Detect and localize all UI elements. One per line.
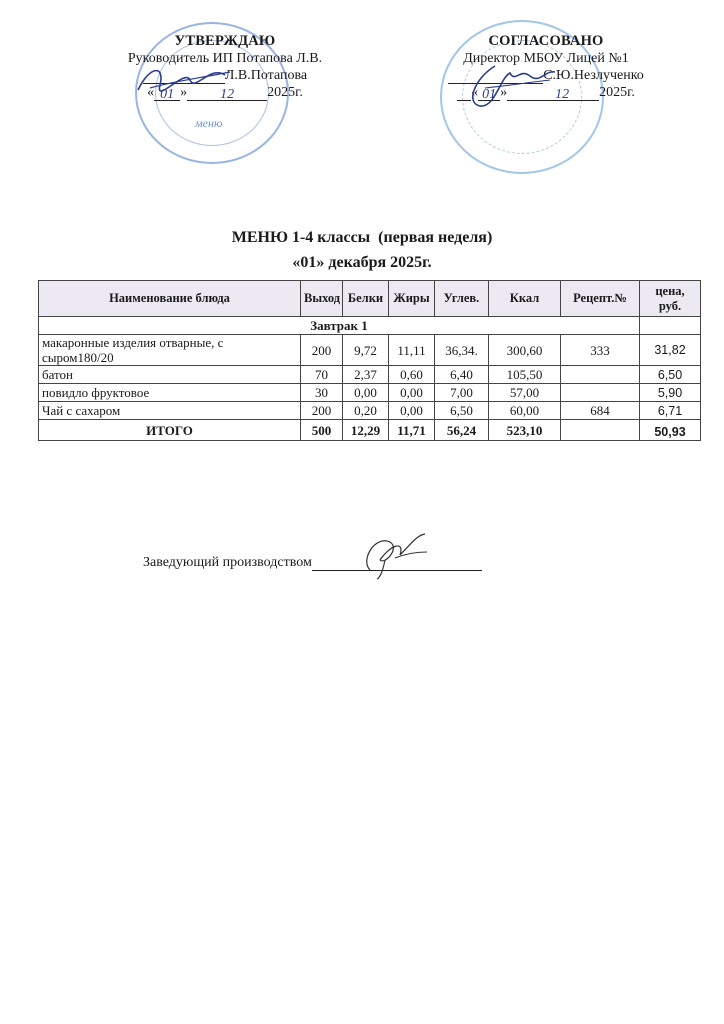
- total-kcal: 523,10: [489, 420, 561, 441]
- total-carbs: 56,24: [435, 420, 489, 441]
- production-manager-signature: [143, 555, 482, 571]
- carbs: 6,50: [435, 402, 489, 420]
- table-row: [39, 402, 701, 420]
- recipe: 684: [561, 402, 640, 420]
- approval-left-month: 12: [187, 86, 267, 101]
- price: 5,90: [640, 384, 701, 402]
- production-manager-label: Заведующий производством: [143, 555, 312, 570]
- approval-left: [100, 33, 350, 101]
- column-header-kcal: Ккал: [489, 281, 561, 317]
- table-header-row: [39, 281, 701, 317]
- quote-open: «: [147, 85, 155, 100]
- quote-open: «: [471, 85, 479, 100]
- column-header-price: цена, руб.: [640, 281, 701, 317]
- approval-right-day: 01: [478, 86, 500, 101]
- carbs: 36,34.: [435, 335, 489, 366]
- menu-table: [38, 280, 701, 441]
- signature-line: [448, 69, 543, 84]
- approval-left-position: Руководитель ИП Потапова Л.В.: [127, 51, 323, 66]
- price: 31,82: [640, 335, 701, 366]
- approval-right-date-row: [435, 84, 657, 101]
- column-header-recipe: Рецепт.№: [561, 281, 640, 317]
- output: 30: [301, 384, 343, 402]
- protein: 2,37: [343, 366, 389, 384]
- dish-name: Чай с сахаром: [39, 402, 301, 420]
- output: 200: [301, 402, 343, 420]
- quote-close: »: [180, 85, 188, 100]
- approval-right-position: Директор МБОУ Лицей №1: [463, 51, 629, 66]
- approval-left-year: 2025г.: [267, 85, 303, 100]
- column-header-name: Наименование блюда: [39, 281, 301, 317]
- column-header-output: Выход: [301, 281, 343, 317]
- price: 6,50: [640, 366, 701, 384]
- table-row: [39, 335, 701, 366]
- menu-date: «01» декабря 2025г.: [292, 254, 432, 271]
- approval-right: [435, 33, 657, 101]
- recipe: [561, 366, 640, 384]
- fat: 11,11: [389, 335, 435, 366]
- approval-left-signer-row: [100, 67, 350, 84]
- output: 70: [301, 366, 343, 384]
- table-row: [39, 384, 701, 402]
- column-header-fat: Жиры: [389, 281, 435, 317]
- kcal: 300,60: [489, 335, 561, 366]
- total-label: ИТОГО: [39, 420, 301, 441]
- protein: 0,20: [343, 402, 389, 420]
- approval-left-day: 01: [154, 86, 180, 101]
- column-header-protein: Белки: [343, 281, 389, 317]
- menu-title: МЕНЮ 1-4 классы (первая неделя): [231, 229, 493, 246]
- approval-right-year: 2025г.: [599, 85, 635, 100]
- recipe: 333: [561, 335, 640, 366]
- fat: 0,60: [389, 366, 435, 384]
- carbs: 7,00: [435, 384, 489, 402]
- kcal: 57,00: [489, 384, 561, 402]
- signature-line: [143, 69, 225, 84]
- total-price: 50,93: [640, 420, 701, 441]
- total-protein: 12,29: [343, 420, 389, 441]
- output: 200: [301, 335, 343, 366]
- total-recipe: [561, 420, 640, 441]
- kcal: 60,00: [489, 402, 561, 420]
- signature-line: [312, 556, 482, 571]
- total-row: [39, 420, 701, 441]
- stamp-left-text: меню: [195, 116, 223, 130]
- quote-close: »: [500, 85, 508, 100]
- approval-right-month: 12: [507, 86, 569, 101]
- kcal: 105,50: [489, 366, 561, 384]
- section-label: Завтрак 1: [39, 317, 640, 335]
- approval-right-title: СОГЛАСОВАНО: [488, 33, 604, 49]
- fat: 0,00: [389, 384, 435, 402]
- approval-left-title: УТВЕРЖДАЮ: [174, 33, 276, 49]
- approval-right-signer-row: [435, 67, 657, 84]
- protein: 9,72: [343, 335, 389, 366]
- dish-name: макаронные изделия отварные, с сыром180/20: [39, 335, 301, 366]
- protein: 0,00: [343, 384, 389, 402]
- section-row: [39, 317, 701, 335]
- dish-name: повидло фруктовое: [39, 384, 301, 402]
- price: 6,71: [640, 402, 701, 420]
- approval-left-signer: Л.В.Потапова: [224, 68, 308, 83]
- fat: 0,00: [389, 402, 435, 420]
- underline: [569, 86, 599, 101]
- empty-cell: [640, 317, 701, 335]
- approval-left-date-row: [100, 84, 350, 101]
- total-fat: 11,71: [389, 420, 435, 441]
- recipe: [561, 384, 640, 402]
- total-output: 500: [301, 420, 343, 441]
- underline: [457, 86, 471, 101]
- column-header-carbs: Углев.: [435, 281, 489, 317]
- dish-name: батон: [39, 366, 301, 384]
- table-row: [39, 366, 701, 384]
- carbs: 6,40: [435, 366, 489, 384]
- approval-right-signer: С.Ю.Незлученко: [543, 68, 644, 83]
